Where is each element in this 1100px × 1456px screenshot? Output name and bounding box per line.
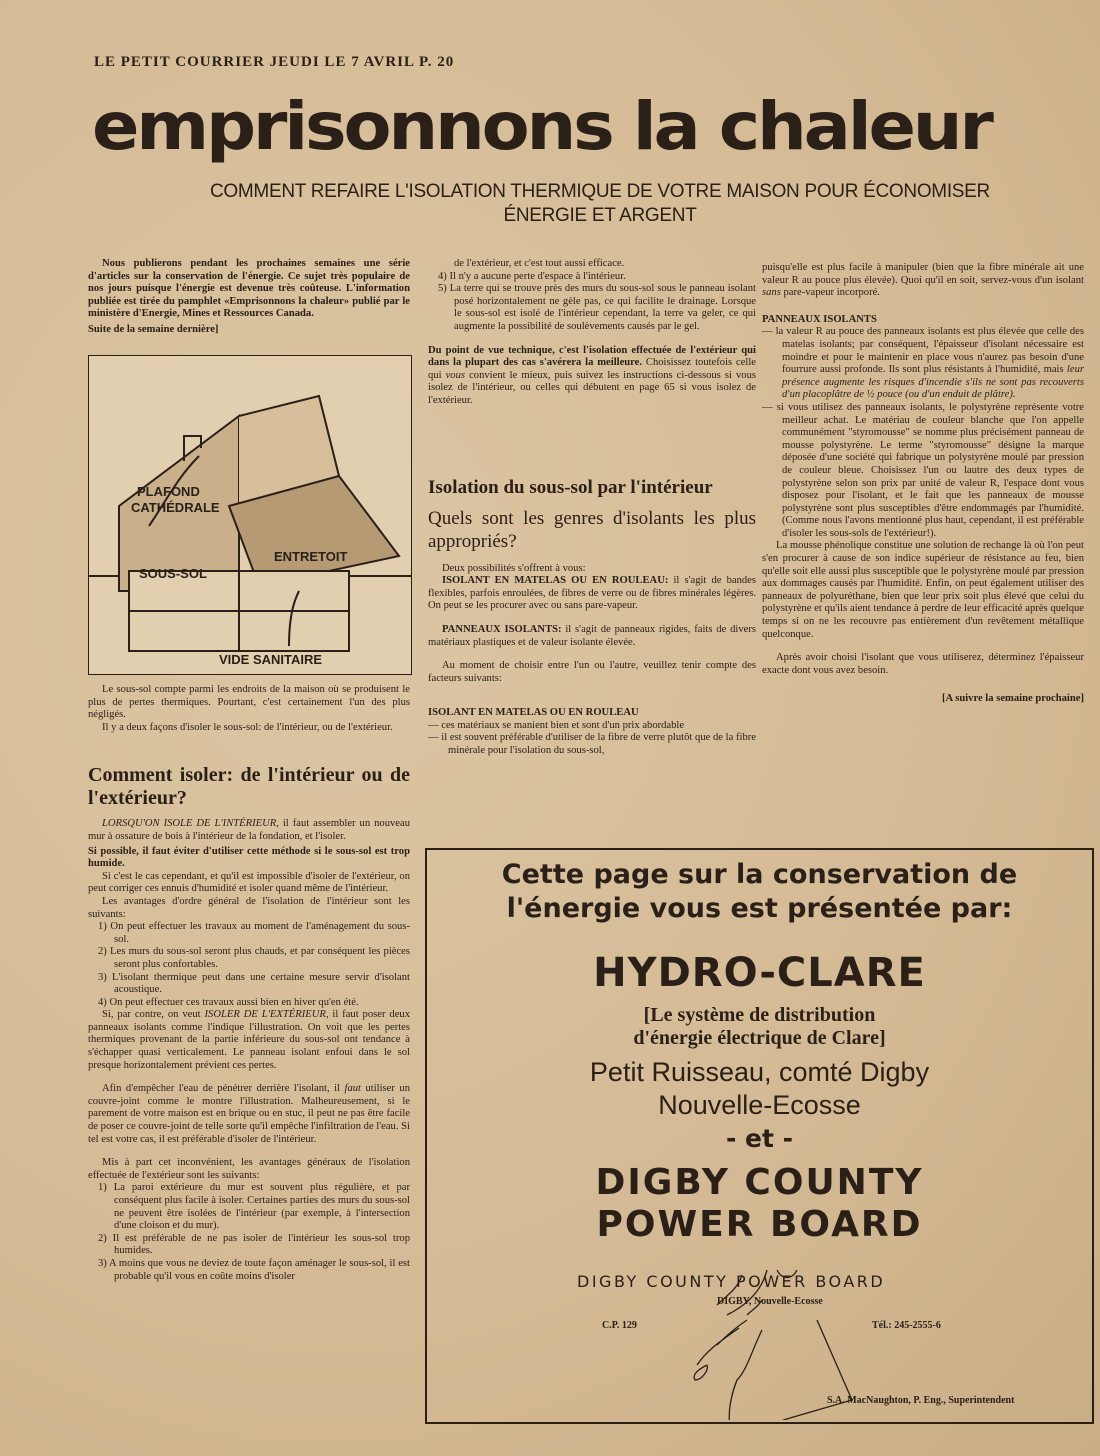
continued-next-week: [A suivre la semaine prochaine]: [941, 693, 1084, 705]
ad-phone: Tél.: 245-2555-6: [872, 1320, 941, 1331]
ad-signature: S.A. MacNaughton, P. Eng., Superintendent: [827, 1395, 1015, 1406]
house-illustration: [88, 355, 412, 675]
ad-town: DIGBY, Nouvelle-Ecosse: [717, 1296, 823, 1307]
hydro-clare-description: [Le système de distribution d'énergie électrique de Clare]: [633, 1004, 886, 1049]
right-column: puisqu'elle est plus facile à manipuler (bien que la fibre minérale ait une valeur R au pouce plus élevée). Quoi qu'il en soit, servez-vous d'un isolant sans pare-vapeur incorporé. PANNEAUX ISOLANTS — la valeur R au pouce des panneaux isolants est plus élevée que celle des matelas isolants; par conséquent, l'épaisseur d'isolant nécessaire est moindre et pour le maintenir en place vous n'aurez pas besoin d'une fourrure aussi profonde. Ils sont plus résistants à l'humidité, mais leur présence augmente les risques d'incendie s'ils ne sont pas recouverts d'un placoplâtre de ½ pouce (ou d'un enduit de plâtre). — si vous utilisez des panneaux isolants, le polystyrène représente votre meilleur achat. Le matériau de couleur blanche que l'on appelle communément "styromousse" se nomme plus précisément panneau de mousse polystyrène. Le terme "styromousse" désigne la marque déposée d'une société qui fabrique un polystyrène moulé par pression de couleur bleue. Choisissez l'un ou lautre des deux types de polystyrène selon son prix par unité de valeur R, l'espace dont vous disposez pour l'isolant, et le fait que les panneaux de mousse polystyrène sont plus susceptibles d'être endommagés par l'humidité. (Comme nous l'avons mentionné plus haut, cependant, il est préférable d'isoler les sous-sols de l'extérieur!). La mousse phénolique constitue une solution de rechange là où l'on peut s'en procurer à cause de son indice supérieur de résistance au feu, bien qu'elle soit elle aussi plus susceptible que le polystyrène moulé par pression aux dommages causés par l'humidité. Enfin, on peut également utiliser des panneaux de polyuréthane, bien que leur prix soit plus élevé que celui du polystyrène et qu'ils aient tendance à perdre de leur efficacité après quelque temps si on ne les recouvre pas entièrement d'un revêtement métallique quelconque. Après avoir choisi l'isolant que vous utiliserez, déterminez l'épaisseur exacte dont vous avez besoin. [A suivre la semaine prochaine]: [762, 262, 1084, 705]
middle-column: de l'extérieur, et c'est tout aussi efficace. 4) Il n'y a aucune perte d'espace à l'intérieur. 5) La terre qui se trouve près des murs du sous-sol sous le panneau isolant posé horizontalement ne gèle pas, ce qui facilite le drainage. Lorsque le sous-sol est isolé de l'intérieur cependant, la terre va geler, ce qui augmente la possibilité de soulèvements causés par le gel. Du point de vue technique, c'est l'isolation effectuée de l'extérieur qui dans la plupart des cas s'avérera la meilleure. Choisissez toutefois celle qui vous convient le mieux, puis suivez les instructions ci-dessous si vous isolez de l'intérieur, ou celles qui débutent en page 65 si vous isolez de l'extérieur. Isolation du sous-sol par l'intérieur Quels sont les genres d'isolants les plus appropriés? Deux possibilités s'offrent à vous: ISOLANT EN MATELAS OU EN ROULEAU: il s'agit de bandes flexibles, parfois enroulées, de fibres de verre ou de fibres minérales légères. On peut se les procurer avec ou sans pare-vapeur. PANNEAUX ISOLANTS: il s'agit de panneaux rigides, faits de divers matériaux plastiques et de valeur isolante élevée. Au moment de choisir entre l'un ou l'autre, veuillez tenir compte des facteurs suivants: ISOLANT EN MATELAS OU EN ROULEAU — ces matériaux se manient bien et sont d'un prix abordable — il est souvent préférable d'utiliser de la fibre de verre plutôt que de la fibre minérale pour l'isolation du sous-sol,: [428, 258, 756, 757]
section-subheading: Quels sont les genres d'isolants les plus appropriés?: [428, 507, 756, 552]
illustration-label: VIDE SANITAIRE: [219, 652, 323, 667]
section-heading: Comment isoler: de l'intérieur ou de l'extérieur?: [88, 764, 410, 810]
subheadline: COMMENT REFAIRE L'ISOLATION THERMIQUE DE VOTRE MAISON POUR ÉCONOMISER ÉNERGIE ET ARGENT: [210, 181, 990, 226]
continued-note: Suite de la semaine dernière]: [88, 323, 219, 335]
hydro-clare-location: Petit Ruisseau, comté Digby Nouvelle-Ecosse: [589, 1057, 930, 1120]
ad-conjunction: - et -: [725, 1124, 794, 1153]
left-column: Le sous-sol compte parmi les endroits de la maison où se produisent le plus de pertes thermiques. Pourtant, c'est certainement l'un des plus négligés. Il y a deux façons d'isoler le sous-sol: de l'intérieur, ou de l'extérieur. Comment isoler: de l'intérieur ou de l'extérieur? LORSQU'ON ISOLE DE L'INTÉRIEUR, il faut assembler un nouveau mur à ossature de bois à l'intérieur de la fondation, et l'isoler. Si possible, il faut éviter d'utiliser cette méthode si le sous-sol est trop humide. Si c'est le cas cependant, et qu'il est impossible d'isoler de l'extérieur, on peut corriger ces ennuis d'humidité et isoler quand même de l'intérieur. Les avantages d'ordre général de l'isolation de l'intérieur sont les suivants: 1) On peut effectuer les travaux au moment de l'aménagement du sous-sol. 2) Les murs du sous-sol seront plus chauds, et par conséquent les pièces seront plus confortables. 3) L'isolant thermique peut dans une certaine mesure servir d'isolant acoustique. 4) On peut effectuer ces travaux aussi bien en hiver qu'en été. Si, par contre, on veut ISOLER DE L'EXTÉRIEUR, il faut poser deux panneaux isolants comme l'indique l'illustration. On voit que les pertes thermiques provenant de la partie inférieure du sous-sol ont tendance à s'échapper quasi verticalement. Le panneau isolant enfoui dans le sol presque horizontalement prévient ces pertes. Afin d'empêcher l'eau de pénétrer derrière l'isolant, il faut utiliser un couvre-joint comme le montre l'illustration. Malheureusement, si le parement de votre maison est en brique ou en stuc, il peut ne pas être facile de poser ce couvre-joint de telle sorte qu'il empêche l'infiltration de l'eau. Si tel est votre cas, il est préférable d'isoler de l'intérieur. Mis à part cet inconvénient, les avantages généraux de l'isolation effectuée de l'extérieur sont les suivants: 1) La paroi extérieure du mur est souvent plus régulière, et par conséquent plus facile à isoler. Certaines parties des murs du sous-sol ne peuvent être isolées de l'intérieur (par exemple, à l'intersection d'une cloison et du mur). 2) Il est préférable de ne pas isoler de l'intérieur les sous-sol trop humides. 3) A moins que vous ne deviez de toute façon aménager le sous-sol, il est probable qu'il vous en coûte moins d'isoler: [88, 684, 410, 1282]
hydro-clare-name: HYDRO-CLARE: [593, 950, 926, 996]
illustration-label: PLAFOND: [137, 484, 200, 499]
intro-block: [88, 258, 410, 337]
headline: emprisonnons la chaleur: [92, 88, 991, 165]
illustration-label: SOUS-SOL: [139, 566, 207, 581]
digby-power-board-name: DIGBY COUNTY POWER BOARD: [595, 1162, 924, 1245]
intro-text: Nous publierons pendant les prochaines semaines une série d'articles sur la conservation de l'énergie. Ce sujet très populaire de nos jours puisque l'énergie est devenue très coûteuse. L'information publiée est tirée du pamphlet «Emprisonnons la chaleur» publié par le ministère d'Energie, Mines et Ressources Canada.: [88, 258, 410, 320]
masthead: LE PETIT COURRIER JEUDI LE 7 AVRIL P. 20: [94, 54, 455, 70]
digby-power-board-logo-text: DIGBY COUNTY POWER BOARD: [577, 1272, 886, 1291]
illustration-label: ENTRETOIT: [274, 549, 348, 564]
section-heading: Isolation du sous-sol par l'intérieur: [428, 476, 713, 498]
ad-postal-box: C.P. 129: [602, 1320, 637, 1331]
sponsor-advertisement: [425, 848, 1094, 1424]
illustration-label: CATHÉDRALE: [131, 500, 220, 515]
ad-title: Cette page sur la conservation de l'énergie vous est présentée par:: [501, 859, 1018, 924]
